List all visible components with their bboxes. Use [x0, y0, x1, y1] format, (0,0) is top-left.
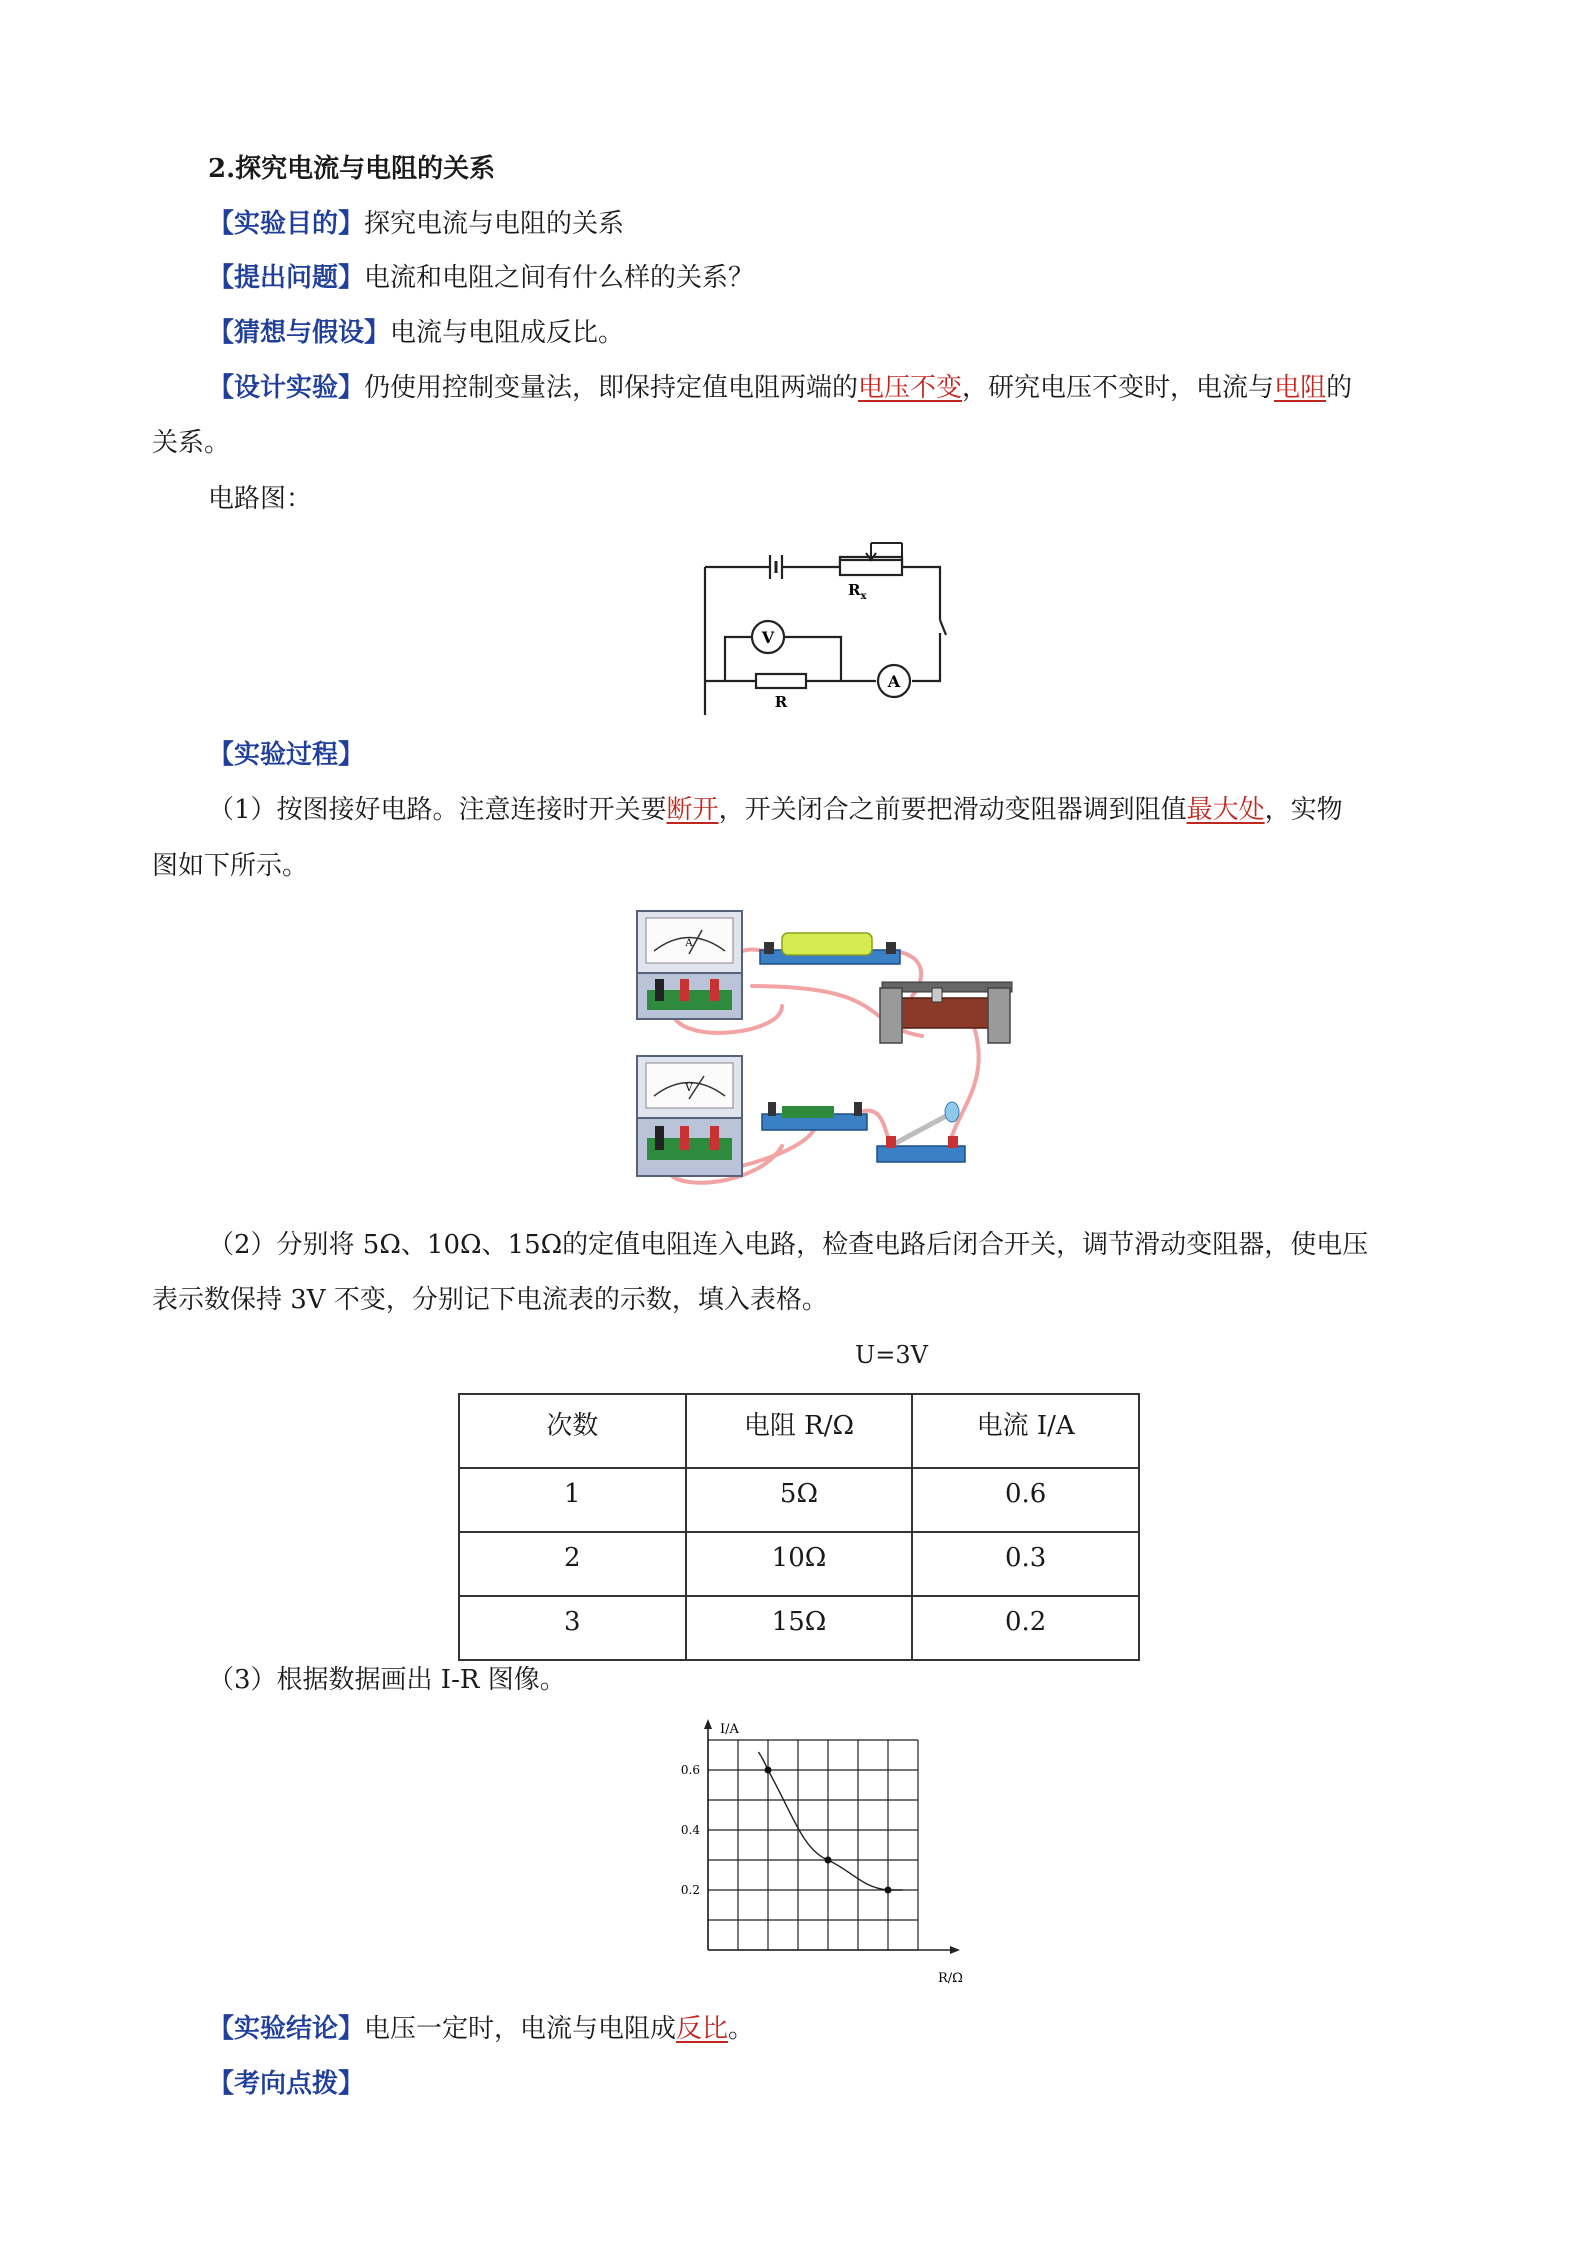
table-caption: U=3V	[855, 1341, 928, 1369]
step3-line: （3）根据数据画出 I-R 图像。	[208, 1665, 566, 1695]
table-cell: 10Ω	[686, 1532, 913, 1596]
battery-symbol	[770, 555, 782, 579]
voltmeter-device	[637, 1056, 742, 1176]
ammeter-symbol	[878, 665, 910, 697]
step2-line-2: 表示数保持 3V 不变，分别记下电流表的示数，填入表格。	[152, 1285, 828, 1315]
apparatus-illustration	[632, 906, 1032, 1188]
hypothesis-tag: 【猜想与假设】	[208, 318, 391, 348]
conclusion-line: 【实验结论】电压一定时，电流与电阻成反比。	[208, 2014, 755, 2044]
svg-text:V: V	[685, 1083, 693, 1094]
table-cell: 1	[459, 1468, 686, 1532]
svg-text:A: A	[887, 672, 901, 691]
step1-line-2: 图如下所示。	[152, 851, 309, 881]
svg-text:A: A	[685, 938, 693, 949]
resistor-label: R	[774, 693, 788, 711]
design-blank-2: 电阻	[1274, 373, 1327, 403]
question-text: 电流和电阻之间有什么样的关系？	[364, 263, 755, 293]
step1-blank-2: 最大处	[1186, 795, 1265, 825]
purpose-line	[208, 207, 624, 241]
voltmeter-symbol	[752, 621, 784, 653]
step2-line-1: （2）分别将 5Ω、10Ω、15Ω的定值电阻连入电路，检查电路后闭合开关，调节滑动变阻器，使电压	[208, 1230, 1369, 1260]
table-row	[459, 1596, 1139, 1660]
table-row	[459, 1532, 1139, 1596]
circuit-label: 电路图：	[208, 484, 313, 514]
conclusion-tag: 【实验结论】	[208, 2014, 365, 2044]
y-tick-label: 0.4	[680, 1823, 700, 1837]
table-cell: 0.2	[912, 1596, 1139, 1660]
design-line-2: 关系。	[152, 428, 231, 458]
header-cell: 电流 I/A	[912, 1394, 1139, 1468]
fixed-resistor-device	[760, 933, 900, 964]
table-cell: 2	[459, 1532, 686, 1596]
design-text-2: ，研究电压不变时，电流与	[962, 373, 1275, 403]
question-line	[208, 261, 754, 295]
y-axis-arrow	[704, 1719, 712, 1729]
y-tick-label: 0.2	[680, 1883, 700, 1897]
x-axis-arrow	[950, 1946, 960, 1954]
resistor-symbol	[756, 674, 806, 688]
table-cell: 3	[459, 1596, 686, 1660]
table-cell: 0.6	[912, 1468, 1139, 1532]
switch-symbol	[940, 620, 946, 635]
table-header-row	[459, 1394, 1139, 1468]
question-tag: 【提出问题】	[208, 263, 365, 293]
svg-text:V: V	[761, 628, 775, 647]
data-point	[825, 1857, 832, 1864]
circuit-diagram	[690, 535, 960, 715]
test-resistor-device	[762, 1102, 867, 1130]
header-cell: 电阻 R/Ω	[686, 1394, 913, 1468]
series-line	[758, 1752, 902, 1890]
design-text-3: 的	[1326, 373, 1353, 403]
data-point	[885, 1887, 892, 1894]
table-cell: 0.3	[912, 1532, 1139, 1596]
design-line-1	[208, 371, 1352, 405]
header-cell: 次数	[459, 1394, 686, 1468]
y-tick-label: 0.6	[680, 1763, 700, 1777]
ammeter-device	[637, 911, 742, 1019]
section-title: 2.探究电流与电阻的关系	[208, 154, 496, 184]
data-point	[765, 1767, 772, 1774]
step1-line-1: （1）按图接好电路。注意连接时开关要断开，开关闭合之前要把滑动变阻器调到阻值最大处，实物	[208, 795, 1343, 825]
rheostat-label: $R_x$	[848, 581, 867, 602]
tips-tag: 【考向点拨】	[208, 2069, 365, 2099]
x-axis-label: R/Ω	[938, 1971, 963, 1986]
table-cell: 15Ω	[686, 1596, 913, 1660]
purpose-text: 探究电流与电阻的关系	[364, 209, 625, 239]
table-row	[459, 1468, 1139, 1532]
process-tag: 【实验过程】	[208, 740, 365, 770]
i-r-chart	[660, 1715, 980, 1995]
hypothesis-line	[208, 316, 624, 350]
design-text-1: 仍使用控制变量法，即保持定值电阻两端的	[364, 373, 859, 403]
hypothesis-text: 电流与电阻成反比。	[390, 318, 625, 348]
purpose-tag: 【实验目的】	[208, 209, 365, 239]
design-tag: 【设计实验】	[208, 373, 365, 403]
rheostat-symbol	[840, 543, 902, 575]
rheostat-device	[880, 982, 1012, 1043]
step1-blank-1: 断开	[666, 795, 719, 825]
design-blank-1: 电压不变	[858, 373, 963, 403]
data-table	[458, 1393, 1140, 1661]
table-cell: 5Ω	[686, 1468, 913, 1532]
conclusion-blank: 反比	[676, 2014, 729, 2044]
y-axis-label: I/A	[720, 1722, 739, 1737]
